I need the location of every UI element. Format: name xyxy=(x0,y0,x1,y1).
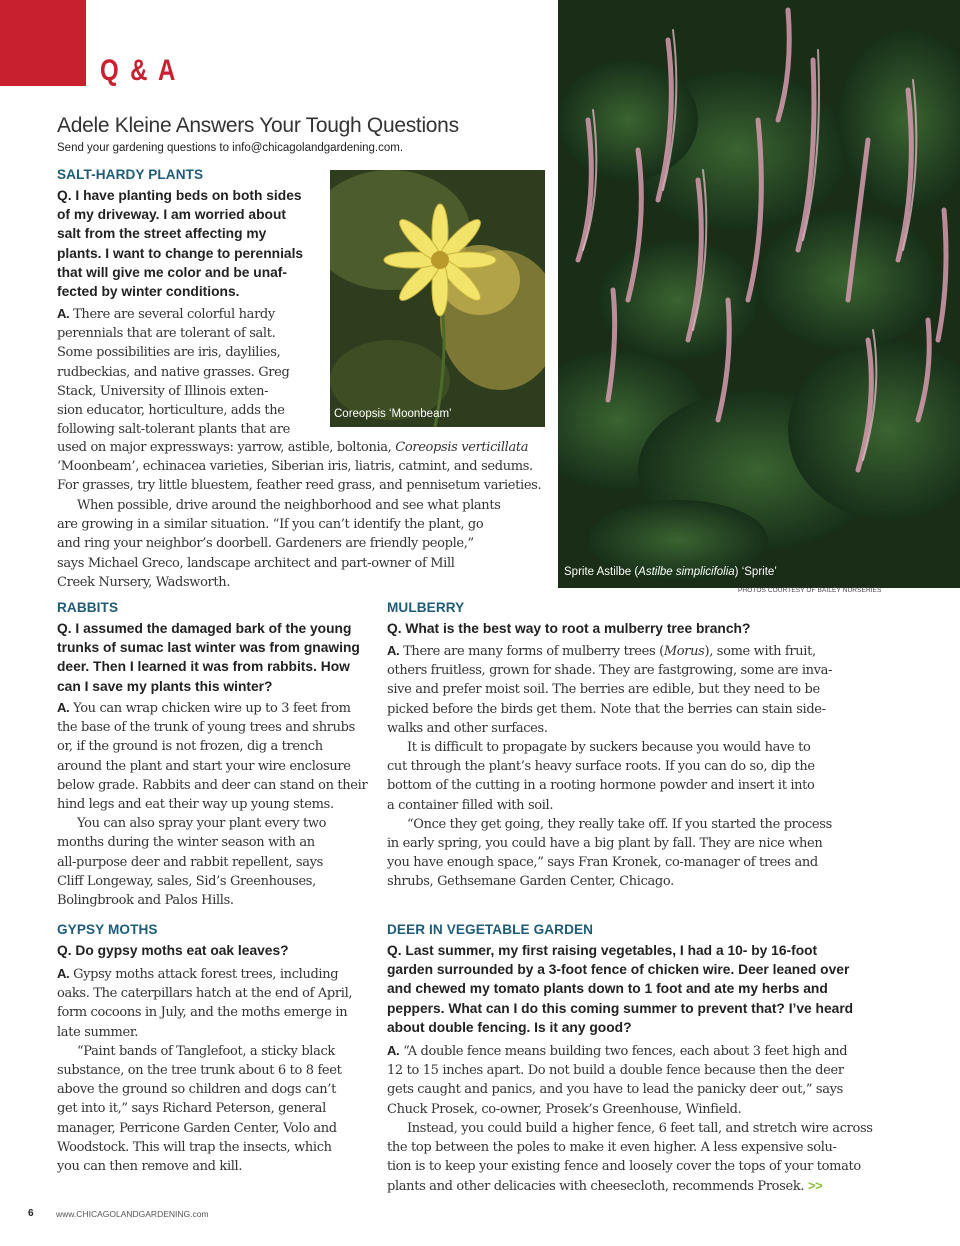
answer-line: It is difficult to propagate by suckers because you would have to xyxy=(407,740,811,756)
answer-line: “Paint bands of Tanglefoot, a sticky black xyxy=(77,1043,335,1059)
answer-line: late summer. xyxy=(57,1024,139,1040)
question-line: Q. Do gypsy moths eat oak leaves? xyxy=(57,943,289,958)
moths-heading: GYPSY MOTHS xyxy=(57,922,158,937)
answer-line: following salt-tolerant plants that are xyxy=(57,422,291,438)
answer-line: gets caught and panics, and you have to lead the panicky deer out,” says xyxy=(387,1082,843,1098)
moths-question xyxy=(57,941,289,960)
answer-line: tion is to keep your existing fence and loosely cover the tops of your tomato xyxy=(387,1159,861,1175)
answer-line: “Once they get going, they really take off. If you started the process xyxy=(407,816,832,832)
answer-line: For grasses, try little bluestem, feather reed grass, and pennisetum varieties. xyxy=(57,478,542,494)
mulberry-heading: MULBERRY xyxy=(387,600,465,615)
astilbe-illustration xyxy=(558,0,960,588)
footer-url: www.CHICAGOLANDGARDENING.com xyxy=(56,1209,209,1219)
answer-line: plants and other delicacies with cheesecloth, recommends Prosek. xyxy=(387,1179,805,1195)
question-line: Q. Last summer, my first raising vegetables, I had a 10- by 16-foot xyxy=(387,943,818,958)
answer-line: oaks. The caterpillars hatch at the end of April, xyxy=(57,986,353,1002)
answer-lead: A. xyxy=(387,1043,400,1058)
answer-line-italic: Coreopsis verticillata xyxy=(395,440,529,455)
question-line: garden surrounded by a 3-foot fence of chicken wire. Deer leaned over xyxy=(387,962,850,978)
astilbe-caption: Sprite Astilbe (Astilbe simplicifolia) ‘Sprite’ xyxy=(564,566,777,578)
coreopsis-photo xyxy=(330,170,545,427)
salt-answer-p2 xyxy=(57,496,547,592)
mulberry-answer: A. There are many forms of mulberry trees (Morus), some with fruit, others fruitless, grown for shade. They are fastgrowing, some are inva- sive and prefer moist soil. The berries are edible, but they need to be picked before the birds get them. Note that the berries can stain side- walks and other surfaces. It is difficult to propagate by suckers because you would have to cut through the plant’s heavy surface roots. If you can do so, dip the bottom of the cutting in a rooting hormone powder and insert it into a container filled with soil. “Once they get going, they really take off. If you started the process in early spring, you could have a big plant by fall. They are nice when you have enough space,” says Fran Kronek, co-manager of trees and shrubs, Gethsemane Garden Center, Chicago. xyxy=(387,641,847,892)
answer-line: Cliff Longeway, sales, Sid’s Greenhouses, xyxy=(57,873,316,889)
answer-line: Gypsy moths attack forest trees, including xyxy=(69,967,339,982)
question-line: peppers. What can I do this coming summer to prevent that? I’ve heard xyxy=(387,1000,854,1016)
answer-line: manager, Perricone Garden Center, Volo and xyxy=(57,1120,337,1136)
answer-line: form cocoons in July, and the moths emerge in xyxy=(57,1005,348,1021)
answer-line: above the ground so children and dogs can’t xyxy=(57,1082,336,1098)
answer-line: rudbeckias, and native grasses. Greg xyxy=(57,364,290,380)
answer-line: the base of the trunk of young trees and shrubs xyxy=(57,720,355,736)
answer-line: and ring your neighbor’s doorbell. Gardeners are friendly people,” xyxy=(57,536,474,552)
answer-line: There are several colorful hardy xyxy=(69,307,275,322)
question-line: Q. What is the best way to root a mulberry tree branch? xyxy=(387,621,751,636)
answer-line: Stack, University of Illinois exten- xyxy=(57,383,269,399)
section-label: Q & A xyxy=(100,54,178,87)
page-title: Adele Kleine Answers Your Tough Questions xyxy=(57,114,459,137)
question-line: Q. I have planting beds on both sides xyxy=(57,188,302,203)
coreopsis-illustration xyxy=(330,170,545,427)
deer-answer xyxy=(387,1041,887,1197)
question-line: that will give me color and be unaf- xyxy=(57,264,287,280)
answer-line: You can also spray your plant every two xyxy=(77,816,327,832)
question-line: about double fencing. Is it any good? xyxy=(387,1019,632,1035)
answer-line: others fruitless, grown for shade. They are fastgrowing, some are inva- xyxy=(387,663,833,679)
salt-question xyxy=(57,186,303,301)
red-corner-block xyxy=(0,0,86,86)
answer-line: below grade. Rabbits and deer can stand on their xyxy=(57,777,368,793)
question-line: deer. Then I learned it was from rabbits. How xyxy=(57,659,350,675)
question-line: of my driveway. I am worried about xyxy=(57,207,286,223)
answer-lead: A. xyxy=(57,966,70,981)
answer-line: Bolingbrook and Palos Hills. xyxy=(57,893,234,909)
answer-line: ‘Moonbeam’, echinacea varieties, Siberian iris, liatris, catmint, and sedums. xyxy=(57,459,533,475)
coreopsis-caption: Coreopsis ‘Moonbeam’ xyxy=(334,408,452,420)
answer-line: cut through the plant’s heavy surface roots. If you can do so, dip the xyxy=(387,759,815,775)
answer-line: sion educator, horticulture, adds the xyxy=(57,403,285,419)
rabbits-answer xyxy=(57,698,377,910)
rabbits-question xyxy=(57,619,360,696)
answer-line: Instead, you could build a higher fence, 6 feet tall, and stretch wire across xyxy=(407,1120,873,1136)
question-line: Q. I assumed the damaged bark of the young xyxy=(57,621,352,636)
answer-line: substance, on the tree trunk about 6 to 8 feet xyxy=(57,1063,342,1079)
answer-line: Woodstock. This will trap the insects, which xyxy=(57,1139,332,1155)
answer-line: get into it,” says Richard Peterson, general xyxy=(57,1101,326,1117)
question-line: salt from the street affecting my xyxy=(57,226,267,242)
answer-line: in early spring, you could have a big plant by fall. They are nice when xyxy=(387,836,823,852)
salt-answer xyxy=(57,304,327,439)
answer-line: Chuck Prosek, co-owner, Prosek’s Greenhouse, Winfield. xyxy=(387,1101,742,1117)
answer-line: says Michael Greco, landscape architect and part-owner of Mill xyxy=(57,555,455,571)
answer-line: the top between the poles to make it even higher. A less expensive solu- xyxy=(387,1140,837,1156)
photo-credit: PHOTOS COURTESY OF BAILEY NURSERIES xyxy=(738,587,882,594)
submission-note: Send your gardening questions to info@chicagolandgardening.com. xyxy=(57,142,404,154)
mulberry-question xyxy=(387,619,750,638)
deer-heading: DEER IN VEGETABLE GARDEN xyxy=(387,922,594,937)
answer-line: Creek Nursery, Wadsworth. xyxy=(57,574,231,590)
answer-line: sive and prefer moist soil. The berries are edible, but they need to be xyxy=(387,682,820,698)
answer-line: or, if the ground is not frozen, dig a trench xyxy=(57,739,323,755)
answer-line: a container filled with soil. xyxy=(387,797,554,813)
question-line: can I save my plants this winter? xyxy=(57,678,273,694)
answer-line: perennials that are tolerant of salt. xyxy=(57,326,276,342)
astilbe-photo xyxy=(558,0,960,588)
answer-line: Some possibilities are iris, daylilies, xyxy=(57,345,281,361)
answer-line: months during the winter season with an xyxy=(57,835,315,851)
deer-question xyxy=(387,941,853,1037)
question-line: fected by winter conditions. xyxy=(57,284,240,300)
answer-lead: A. xyxy=(387,643,400,658)
moths-answer xyxy=(57,964,377,1176)
salt-heading: SALT-HARDY PLANTS xyxy=(57,167,204,182)
answer-line: You can wrap chicken wire up to 3 feet from xyxy=(69,701,351,716)
answer-line: walks and other surfaces. xyxy=(387,720,548,736)
answer-line: 12 to 15 inches apart. Do not build a double fence because then the deer xyxy=(387,1063,844,1079)
answer-line: bottom of the cutting in a rooting hormone powder and insert it into xyxy=(387,778,815,794)
answer-line: “A double fence means building two fences, each about 3 feet high and xyxy=(399,1044,848,1059)
answer-line: around the plant and start your wire enclosure xyxy=(57,758,351,774)
answer-line: shrubs, Gethsemane Garden Center, Chicago. xyxy=(387,874,674,890)
answer-line: When possible, drive around the neighborhood and see what plants xyxy=(77,498,501,513)
continue-arrow-icon: >> xyxy=(807,1178,823,1194)
page-number: 6 xyxy=(28,1208,34,1219)
answer-line: hind legs and eat their way up young stems. xyxy=(57,797,334,813)
salt-answer-continued xyxy=(57,438,547,496)
question-line: trunks of sumac last winter was from gnawing xyxy=(57,640,360,656)
answer-lead: A. xyxy=(57,700,70,715)
rabbits-heading: RABBITS xyxy=(57,600,119,615)
answer-lead: A. xyxy=(57,306,70,321)
question-line: and chewed my tomato plants down to 1 foot and ate my herbs and xyxy=(387,981,828,997)
answer-line: are growing in a similar situation. “If you can’t identify the plant, go xyxy=(57,517,484,533)
answer-line: used on major expressways: yarrow, astible, boltonia, xyxy=(57,440,396,455)
answer-line: you have enough space,” says Fran Kronek, co-manager of trees and xyxy=(387,855,818,871)
answer-line: you can then remove and kill. xyxy=(57,1159,243,1175)
answer-line: all-purpose deer and rabbit repellent, says xyxy=(57,854,323,870)
question-line: plants. I want to change to perennials xyxy=(57,245,304,261)
answer-line: picked before the birds get them. Note that the berries can stain side- xyxy=(387,701,826,717)
